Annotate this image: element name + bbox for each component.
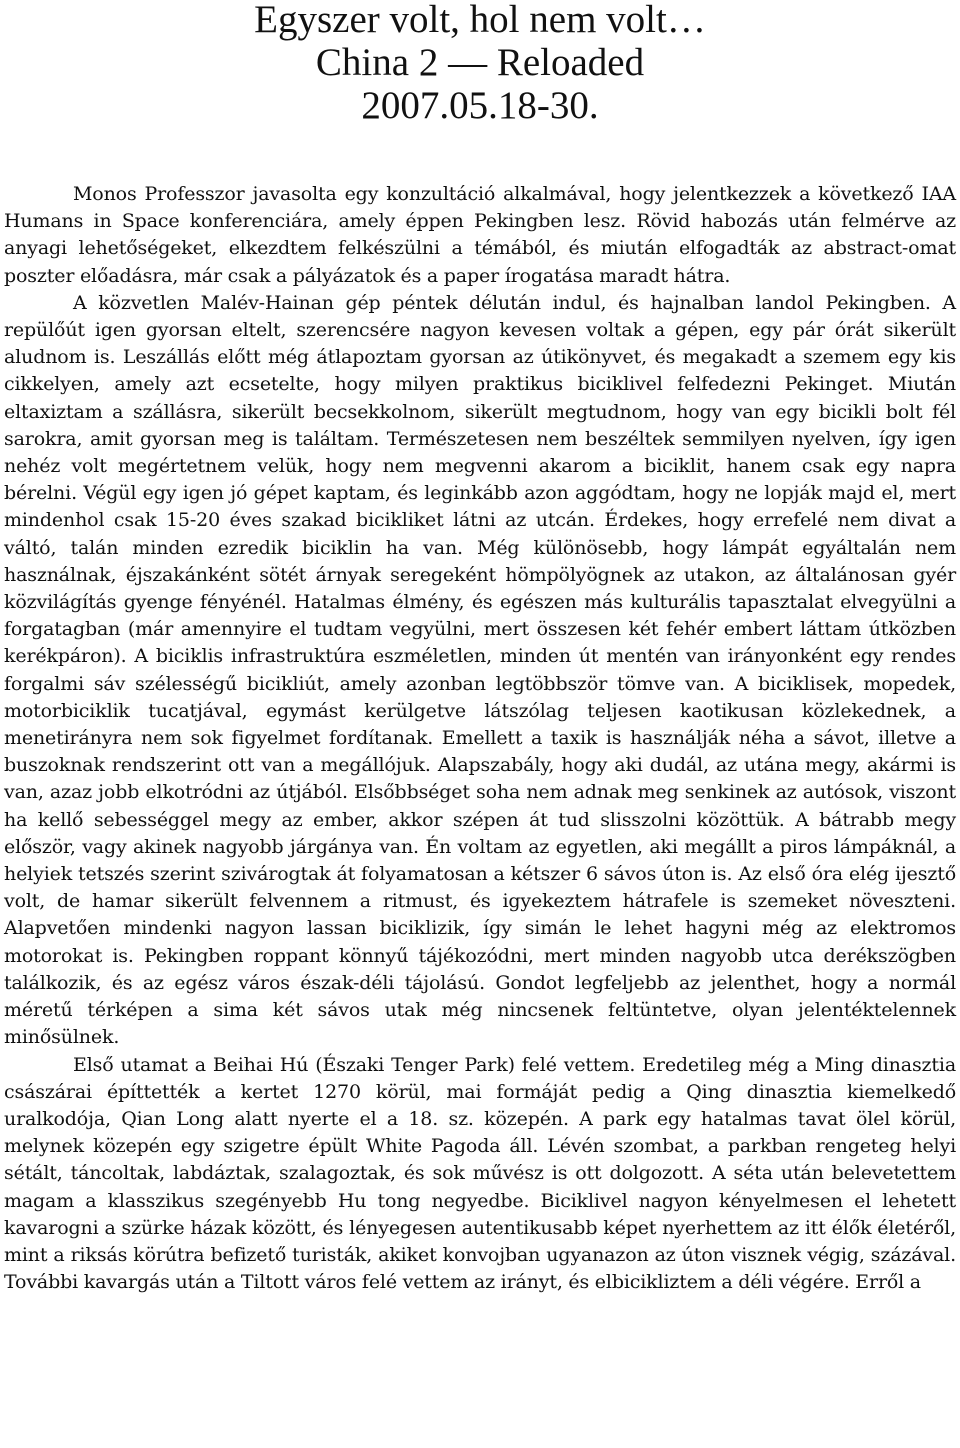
document-title [0,0,960,127]
paragraph-1: Monos Professzor javasolta egy konzultáció alkalmával, hogy jelentkezzek a következő IAA Humans in Space konferenciára, amely éppen Pekingben lesz. Rövid habozás után felmérve az anyagi lehetőségeket, elkezdtem felkészülni a témából, és miután elfogadták az abstract-omat poszter előadásra, már csak a pályázatok és a paper írogatása maradt hátra. [4,183,956,287]
paragraph-2: A közvetlen Malév-Hainan gép péntek délután indul, és hajnalban landol Pekingben. A repülőút igen gyorsan eltelt, szerencsére nagyon kevesen voltak a gépen, egy pár órát sikerült aludnom is. Leszállás előtt még átlapoztam gyorsan az útikönyvet, és megakadt a szemem egy kis cikkelyen, amely azt ecsetelte, hogy milyen praktikus biciklivel felfedezni Pekinget. Miután eltaxiztam a szállásra, sikerült becsekkolnom, sikerült megtudnom, hogy van egy bicikli bolt fél sarokra, amit gyorsan meg is találtam. Természetesen nem beszéltek semmilyen nyelven, így igen nehéz volt megértetnem velük, hogy nem megvenni akarom a biciklit, hanem csak egy napra bérelni. Végül egy igen jó gépet kaptam, és leginkább azon aggódtam, hogy ne lopják majd el, mert mindenhol csak 15-20 éves szakad bicikliket látni az utcán. Érdekes, hogy errefelé nem divat a váltó, talán minden ezredik biciklin ha van. Még különösebb, hogy lámpát egyáltalán nem használnak, éjszakánként sötét árnyak seregeként hömpölyögnek az utakon, az általánosan gyér közvilágítás gyenge fényénél. Hatalmas élmény, és egészen más kulturális tapasztalat elvegyülni a forgatagban (már amennyire el tudtam vegyülni, mert összesen két fehér embert láttam útközben kerékpáron). A biciklis infrastruktúra eszméletlen, minden út mentén van irányonként egy rendes forgalmi sáv szélességű bicikliút, amely azonban legtöbbször tömve van. A biciklisek, mopedek, motorbiciklik tucatjával, egymást kerülgetve látszólag teljesen kaotikusan közlekednek, a menetirányra nem sok figyelmet fordítanak. Emellett a taxik is használják néha a sávot, illetve a buszoknak rendszerint ott van a megállójuk. Alapszabály, hogy aki dudál, az utána megy, akármi is van, azaz jobb elkotródni az útjából. Elsőbbséget soha nem adnak meg senkinek az autósok, viszont ha kellő sebességgel megy az ember, akkor szépen át tud slisszolni közöttük. A bátrabb megy először, vagy akinek nagyobb járgánya van. Én voltam az egyetlen, aki megállt a piros lámpáknál, a helyiek tetszés szerint szivárogtak át folyamatosan a kétszer 6 sávos úton is. Az első óra elég ijesztő volt, de hamar sikerült felvennem a ritmust, és igyekeztem hátrafele is szemeket növeszteni. Alapvetően mindenki nagyon lassan biciklizik, így simán le lehet hagyni még az elektromos motorokat is. Pekingben roppant könnyű tájékozódni, mert minden nagyobb utca derékszögben találkozik, és az egész város észak-déli tájolású. Gondot legfeljebb az jelenthet, hogy a normál méretű térképen a sima két sávos utak még nincsenek feltüntetve, olyan jelentéktelennek minősülnek. [4,291,956,1049]
paragraph-3: Első utamat a Beihai Hú (Északi Tenger Park) felé vettem. Eredetileg még a Ming dinasztia császárai építtették a kertet 1270 körül, mai formáját pedig a Qing dinasztia kiemelkedő uralkodója, Qian Long alatt nyerte el a 18. sz. közepén. A park egy hatalmas tavat ölel körül, melynek közepén egy szigetre épült White Pagoda áll. Lévén szombat, a parkban rengeteg helyi sétált, táncoltak, labdáztak, szalagoztak, és sok művész is ott dolgozott. A séta után belevetettem magam a klasszikus szegényebb Hu tong negyedbe. Biciklivel nagyon kényelmesen el lehetett kavarogni a szürke házak között, és lényegesen autentikusabb képet nyerhettem az itt élők életéről, mint a riksás körútra befizető turisták, akiket konvojban ugyanazon az úton visznek végig, százával. További kavargás után a Tiltott város felé vettem az irányt, és elbicikliztem a déli végére. Erről a [4,1053,956,1294]
title-date: 2007.05.18-30. [361,84,599,127]
title-line-2: China 2 — Reloaded [315,41,645,84]
title-line-1: Egyszer volt, hol nem volt… [254,0,706,41]
document-body [4,181,956,1296]
